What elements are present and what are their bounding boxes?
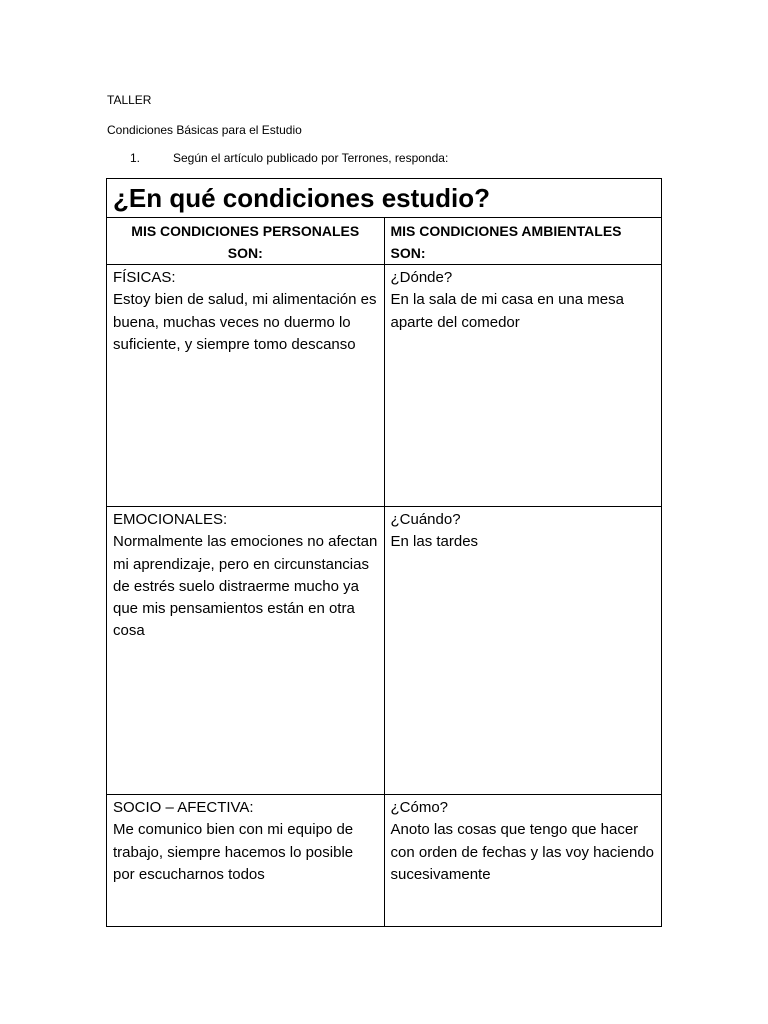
physical-text: Estoy bien de salud, mi alimentación es buena, muchas veces no duermo lo suficiente, y siempre tomo descanso (113, 291, 377, 353)
when-text: En las tardes (390, 533, 479, 551)
cell-where (384, 265, 662, 507)
cell-when (384, 507, 662, 795)
physical-label: FÍSICAS: (113, 269, 176, 286)
header-environmental-conditions: MIS CONDICIONES AMBIENTALES SON: (384, 218, 662, 265)
when-label: ¿Cuándo? (390, 511, 461, 528)
document-subtitle: Condiciones Básicas para el Estudio (107, 123, 302, 137)
where-text: En la sala de mi casa en una mesa aparte del comedor (390, 291, 624, 331)
socio-affective-label: SOCIO – AFECTIVA: (113, 799, 254, 816)
where-label: ¿Dónde? (390, 269, 453, 286)
header-personal-conditions: MIS CONDICIONES PERSONALES SON: (107, 218, 385, 265)
table-row (107, 265, 662, 507)
cell-how (384, 795, 662, 927)
cell-emotional (107, 507, 385, 795)
cell-socio-affective (107, 795, 385, 927)
question-text: Según el artículo publicado por Terrones, responda: (173, 151, 449, 165)
socio-affective-text: Me comunico bien con mi equipo de trabajo, siempre hacemos lo posible por escucharnos todos (113, 821, 354, 883)
question-number: 1. (130, 151, 141, 165)
document-title: TALLER (107, 93, 152, 107)
table-row (107, 507, 662, 795)
how-label: ¿Cómo? (390, 799, 449, 816)
emotional-label: EMOCIONALES: (113, 511, 228, 528)
table-row (107, 795, 662, 927)
emotional-text: Normalmente las emociones no afectan mi aprendizaje, pero en circunstancias de estrés suelo distraerme mucho ya que mis pensamientos están en otra cosa (113, 533, 378, 640)
cell-physical (107, 265, 385, 507)
conditions-table (106, 178, 662, 927)
how-text: Anoto las cosas que tengo que hacer con orden de fechas y las voy haciendo sucesivamente (390, 821, 655, 883)
table-title: ¿En qué condiciones estudio? (107, 179, 662, 218)
